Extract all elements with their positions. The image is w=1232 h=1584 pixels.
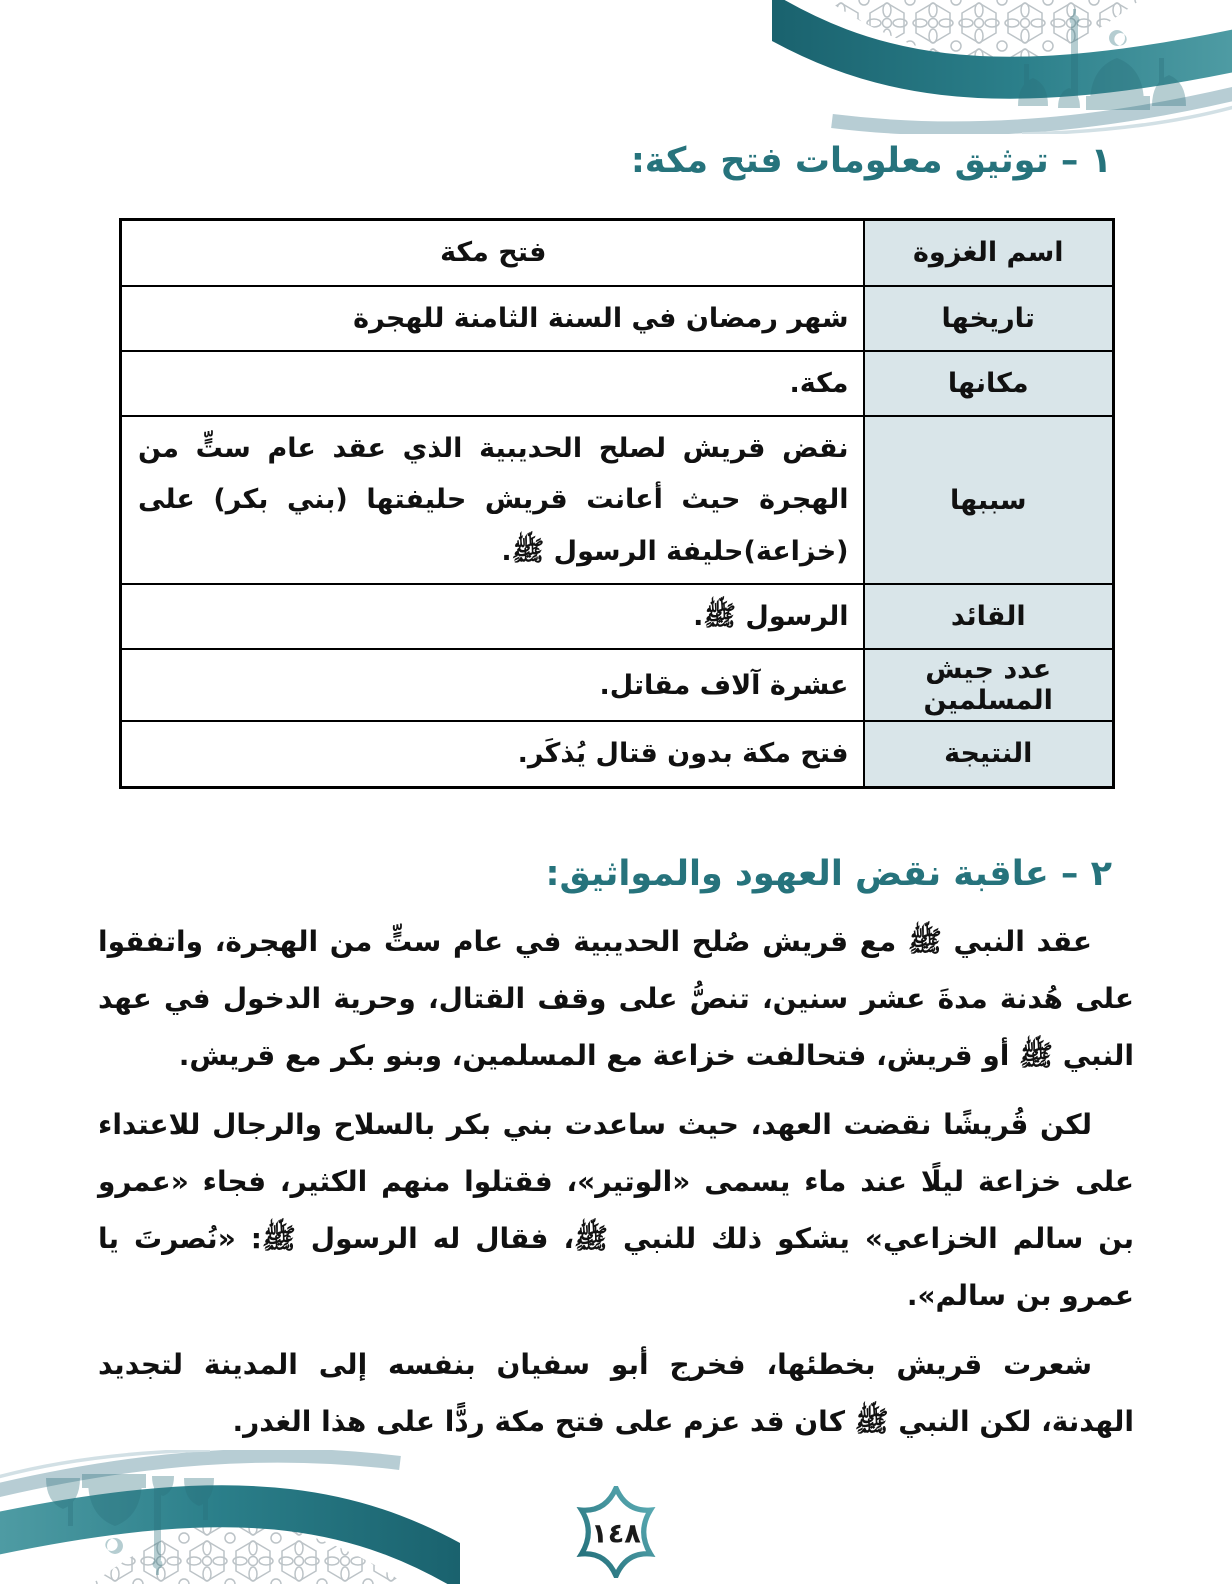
row-label: تاريخها bbox=[864, 286, 1114, 351]
row-value: شهر رمضان في السنة الثامنة للهجرة bbox=[121, 286, 864, 351]
battle-name-label: اسم الغزوة bbox=[864, 220, 1114, 286]
paragraph-abu-sufyan: شعرت قريش بخطئها، فخرج أبو سفيان بنفسه إلى المدينة لتجديد الهدنة، لكن النبي ﷺ كان قد عزم على فتح مكة ردًّا على هذا الغدر. bbox=[98, 1347, 1134, 1438]
row-label: مكانها bbox=[864, 351, 1114, 416]
row-value: مكة. bbox=[121, 351, 864, 416]
section-1-heading: ١ – توثيق معلومات فتح مكة: bbox=[630, 141, 1112, 181]
table-header-row bbox=[121, 220, 1114, 286]
table-row-leader bbox=[121, 584, 1114, 649]
table-row-result bbox=[121, 721, 1114, 787]
row-label: النتيجة bbox=[864, 721, 1114, 787]
row-label: سببها bbox=[864, 416, 1114, 584]
row-label: القائد bbox=[864, 584, 1114, 649]
row-label: عدد جيش المسلمين bbox=[864, 649, 1114, 721]
row-value: عشرة آلاف مقاتل. bbox=[121, 649, 864, 721]
section-2-heading: ٢ – عاقبة نقض العهود والمواثيق: bbox=[545, 853, 1112, 894]
battle-info-table bbox=[119, 218, 1115, 788]
battle-name-value: فتح مكة bbox=[121, 220, 864, 286]
row-value: نقض قريش لصلح الحديبية الذي عقد عام ستٍّ من الهجرة حيث أعانت قريش حليفتها (بني بكر) على (خزاعة)حليفة الرسول ﷺ. bbox=[121, 416, 864, 584]
row-value: فتح مكة بدون قتال يُذكَر. bbox=[121, 721, 864, 787]
page-number: ١٤٨ bbox=[591, 1518, 641, 1550]
table-row-place bbox=[121, 351, 1114, 416]
row-value: الرسول ﷺ. bbox=[121, 584, 864, 649]
table-row-date bbox=[121, 286, 1114, 351]
paragraph-hudaybiyyah-treaty: عقد النبي ﷺ مع قريش صُلح الحديبية في عام ستٍّ من الهجرة، واتفقوا على هُدنة مدةَ عشر سنين، تنصُّ على وقف القتال، وحرية الدخول في عهد النبي ﷺ أو قريش، فتحالفت خزاعة مع المسلمين، وبنو بكر مع قريش. bbox=[98, 924, 1134, 1072]
table-row-cause bbox=[121, 416, 1114, 584]
paragraph-breaking-covenant: لكن قُريشًا نقضت العهد، حيث ساعدت بني بكر بالسلاح والرجال للاعتداء على خزاعة ليلًا عند ماء يسمى «الوتير»، فقتلوا منهم الكثير، فجاء «عمرو بن سالم الخزاعي» يشكو ذلك للنبي ﷺ، فقال له الرسول ﷺ: «نُصرتَ يا عمرو بن سالم». bbox=[98, 1107, 1134, 1312]
page-number-badge bbox=[574, 1486, 658, 1578]
corner-ornament-bottom-left bbox=[0, 1450, 460, 1584]
table-row-army-size bbox=[121, 649, 1114, 721]
